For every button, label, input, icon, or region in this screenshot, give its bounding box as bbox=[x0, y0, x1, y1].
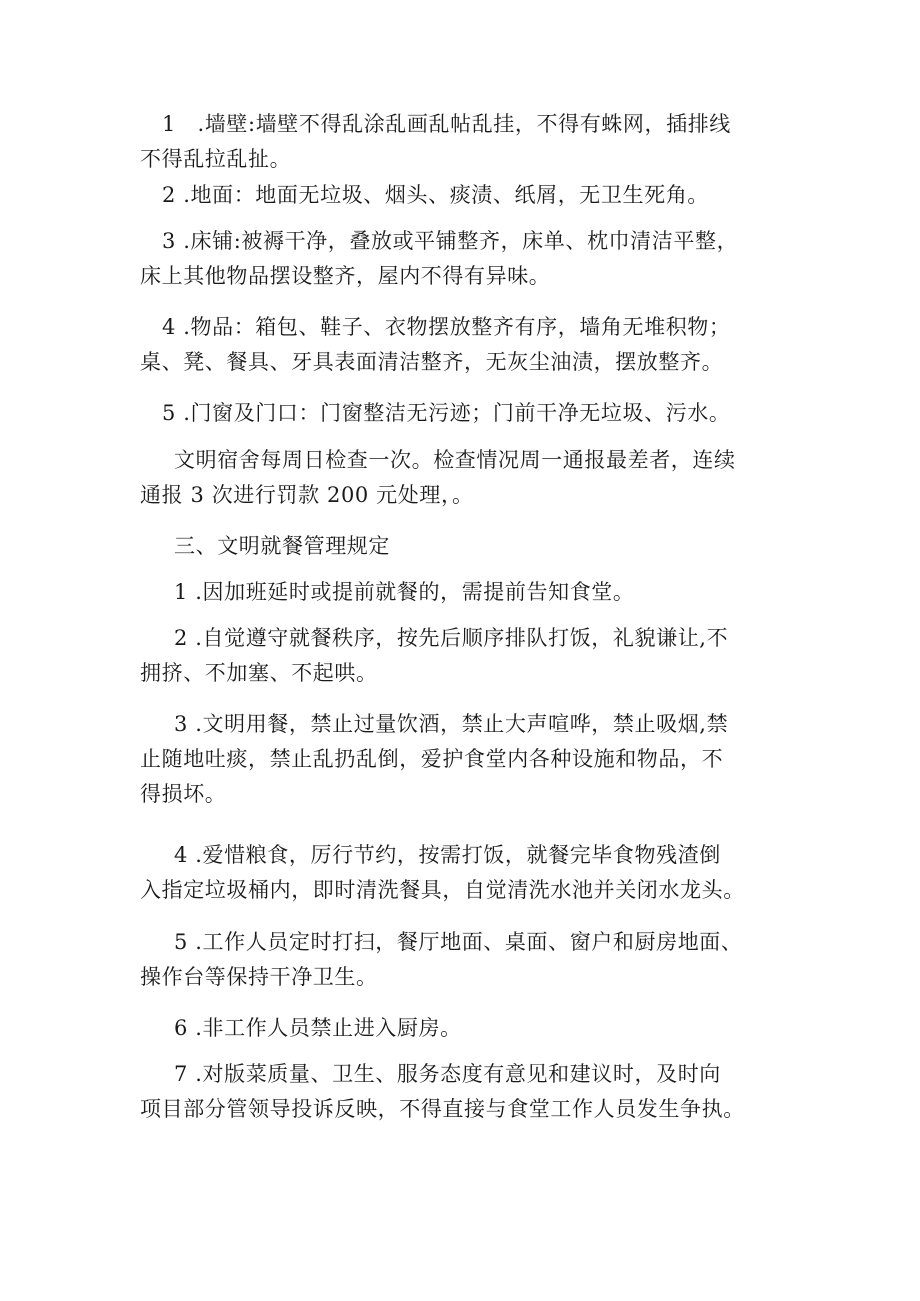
paragraph-floor bbox=[140, 178, 800, 213]
text-line: 桌、凳、餐具、牙具表面清洁整齐，无灰尘油渍，摆放整齐。 bbox=[140, 350, 724, 374]
text-line: 三、文明就餐管理规定 bbox=[174, 534, 390, 558]
text-line: 1 .墙壁:墙壁不得乱涂乱画乱帖乱挂，不得有蛛网，插排线 bbox=[162, 112, 731, 136]
text-line: 不得乱拉乱扯。 bbox=[140, 147, 292, 171]
text-line: 通报 3 次进行罚款 200 元处理，。 bbox=[140, 483, 474, 507]
paragraph-dining-5 bbox=[140, 925, 800, 995]
text-line: 1 .因加班延时或提前就餐的，需提前告知食堂。 bbox=[174, 580, 635, 604]
paragraph-dining-4 bbox=[140, 838, 800, 908]
text-line: 4 .物品：箱包、鞋子、衣物摆放整齐有序，墙角无堆积物； bbox=[162, 315, 731, 339]
text-line: 3 .文明用餐，禁止过量饮酒，禁止大声喧哗，禁止吸烟,禁 bbox=[174, 712, 729, 736]
text-line: 操作台等保持干净卫生。 bbox=[140, 965, 378, 989]
paragraph-dorm-inspection bbox=[140, 443, 800, 513]
text-line: 2 .地面：地面无垃圾、烟头、痰渍、纸屑，无卫生死角。 bbox=[162, 183, 709, 207]
paragraph-dining-6 bbox=[140, 1011, 800, 1046]
text-line: 6 .非工作人员禁止进入厨房。 bbox=[174, 1016, 462, 1040]
text-line: 5 .门窗及门口：门窗整洁无污迹；门前干净无垃圾、污水。 bbox=[162, 401, 731, 425]
text-line: 得损坏。 bbox=[140, 782, 227, 806]
paragraph-dining-7 bbox=[140, 1057, 800, 1127]
text-line: 入指定垃圾桶内，即时清洗餐具，自觉清洗水池并关闭水龙头。 bbox=[140, 878, 745, 902]
paragraph-doors-windows bbox=[140, 396, 800, 431]
text-line: 文明宿舍每周日检查一次。检查情况周一通报最差者，连续 bbox=[174, 448, 736, 472]
text-line: 4 .爱惜粮食，厉行节约，按需打饭，就餐完毕食物残渣倒 bbox=[174, 843, 721, 867]
paragraph-dining-3 bbox=[140, 707, 800, 812]
text-line: 项目部分管领导投诉反映，不得直接与食堂工作人员发生争执。 bbox=[140, 1097, 745, 1121]
text-line: 7 .对版菜质量、卫生、服务态度有意见和建议时，及时向 bbox=[174, 1062, 721, 1086]
section-heading-dining bbox=[140, 529, 800, 564]
paragraph-dining-2 bbox=[140, 621, 800, 691]
text-line: 止随地吐痰，禁止乱扔乱倒，爱护食堂内各种设施和物品，不 bbox=[140, 747, 724, 771]
paragraph-wall bbox=[140, 107, 800, 177]
text-line: 拥挤、不加塞、不起哄。 bbox=[140, 661, 378, 685]
paragraph-items bbox=[140, 310, 800, 380]
text-line: 2 .自觉遵守就餐秩序，按先后顺序排队打饭，礼貌谦让,不 bbox=[174, 626, 729, 650]
text-line: 5 .工作人员定时打扫，餐厅地面、桌面、窗户和厨房地面、 bbox=[174, 930, 743, 954]
text-line: 床上其他物品摆设整齐，屋内不得有异味。 bbox=[140, 264, 551, 288]
text-line: 3 .床铺:被褥干净，叠放或平铺整齐，床单、枕巾清洁平整， bbox=[162, 229, 739, 253]
paragraph-bed bbox=[140, 224, 800, 294]
paragraph-dining-1 bbox=[140, 575, 800, 610]
